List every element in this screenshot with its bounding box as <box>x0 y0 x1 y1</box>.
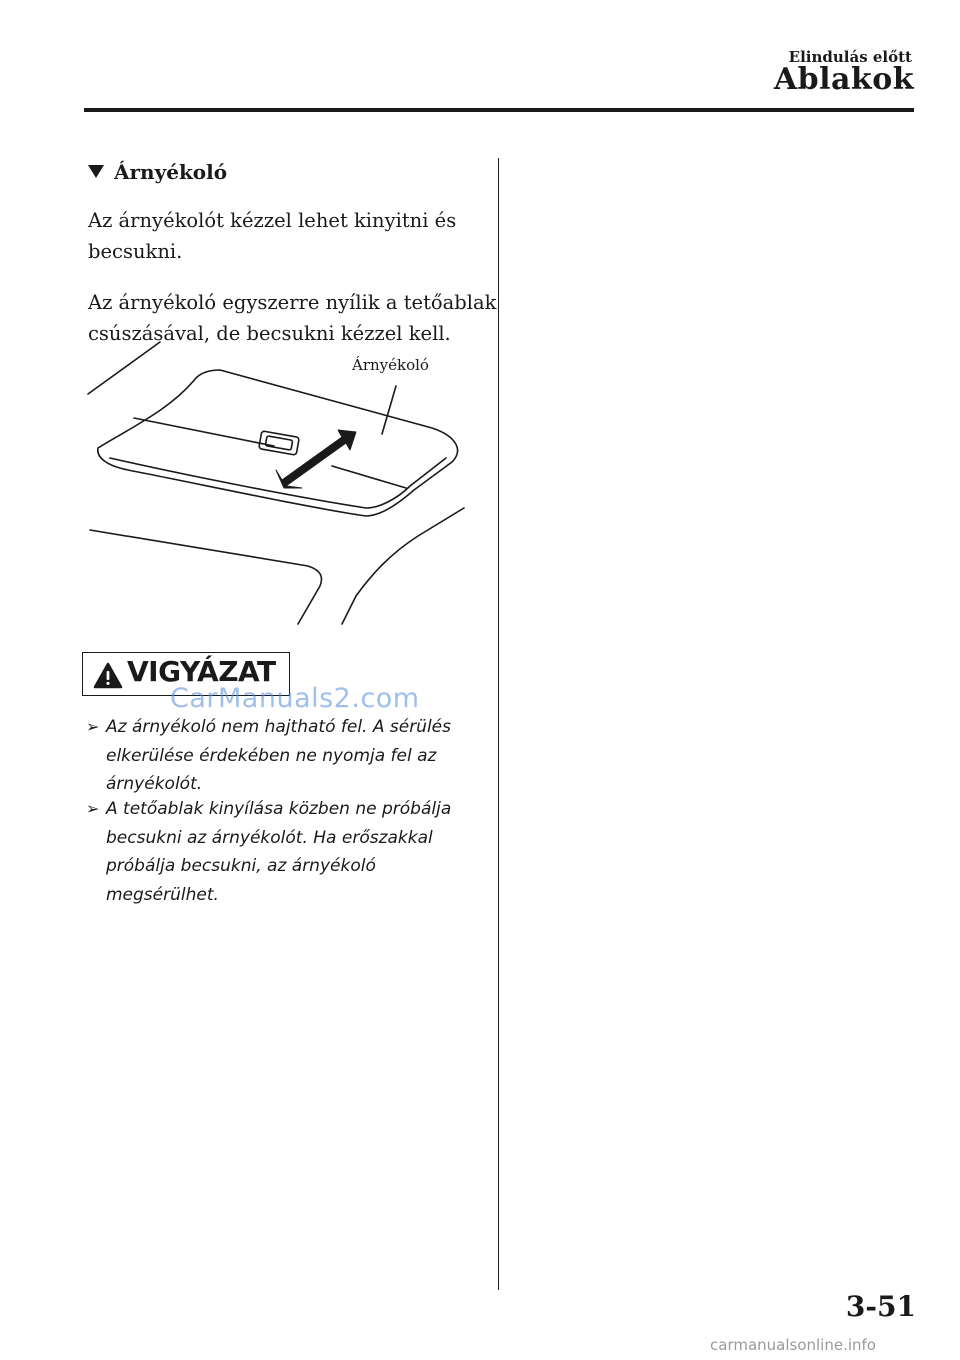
sunshade-handle-inner <box>265 436 292 450</box>
subsection-heading <box>88 160 227 184</box>
section-title: Ablakok <box>773 62 914 97</box>
caution-item-text: Az árnyékoló nem hajtható fel. A sérülés elkerülése érdekében ne nyomja fel az árnyékolót. <box>106 717 451 794</box>
sunshade-seam <box>134 418 274 446</box>
roof-edge-line <box>88 342 160 394</box>
chapter-title: Elindulás előtt <box>788 48 912 66</box>
figure-label: Árnyékoló <box>352 356 429 374</box>
sunshade-seam <box>332 466 406 488</box>
pillar-line <box>342 508 464 624</box>
triangle-bullet-icon <box>88 165 104 178</box>
subsection-title: Árnyékoló <box>114 160 228 184</box>
arrow-bullet-icon: ➢ <box>86 799 100 818</box>
watermark: CarManuals2.com <box>170 683 420 714</box>
footer-watermark: carmanualsonline.info <box>710 1336 876 1354</box>
caution-item-text: A tetőablak kinyílása közben ne próbálja becsukni az árnyékolót. Ha erőszakkal próbálja becsukni, az árnyékoló megsérülhet. <box>106 799 452 905</box>
header-rule <box>84 108 914 112</box>
caution-item <box>86 713 481 799</box>
label-leader-line <box>382 386 396 434</box>
body-paragraph: Az árnyékoló egyszerre nyílik a tetőablak csúszásával, de becsukni kézzel kell. <box>88 291 497 345</box>
body-paragraph: Az árnyékolót kézzel lehet kinyitni és becsukni. <box>88 209 457 263</box>
warning-triangle-icon <box>93 662 123 689</box>
sunshade-handle <box>259 431 300 455</box>
caution-item <box>86 795 481 909</box>
page-number: 3-51 <box>845 1290 916 1323</box>
arrow-bullet-icon: ➢ <box>86 717 100 736</box>
sunshade-illustration <box>80 338 480 630</box>
caution-label: VIGYÁZAT <box>127 655 276 688</box>
headliner-line <box>90 530 322 624</box>
sunshade-panel-outline <box>98 370 458 516</box>
